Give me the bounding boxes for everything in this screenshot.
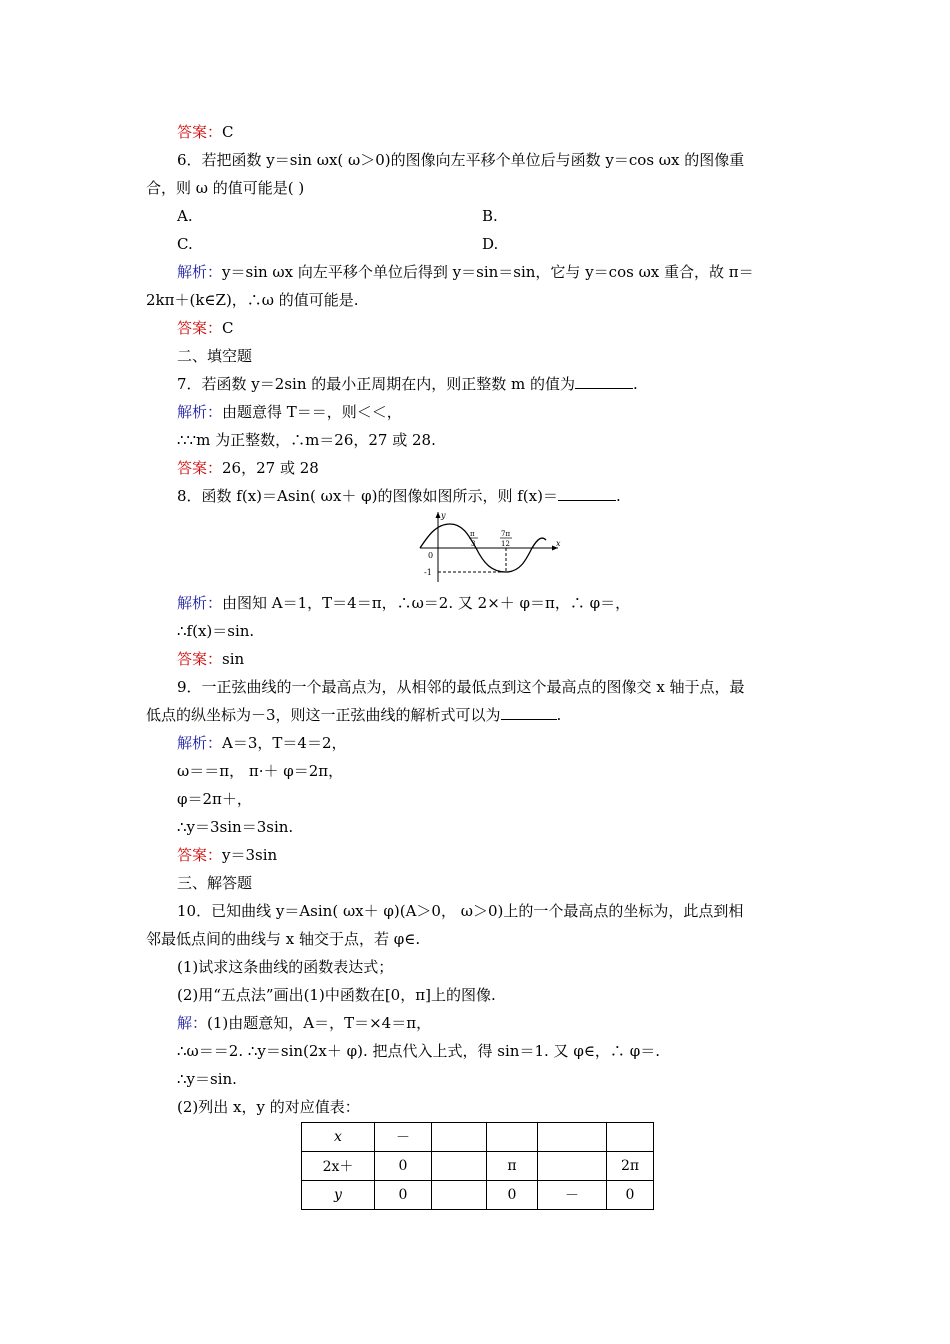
option-b: B. bbox=[482, 207, 498, 225]
table-row bbox=[302, 1181, 654, 1210]
solution-line bbox=[177, 1013, 431, 1033]
answer-line bbox=[177, 649, 244, 669]
question-9-line-1: 9．一正弦曲线的一个最高点为，从相邻的最低点到这个最高点的图像交 x 轴于点，最 bbox=[177, 678, 745, 696]
answer-label: 答案： bbox=[177, 846, 223, 864]
question-9-line-2: 低点的纵坐标为－3，则这一正弦曲线的解析式可以为 . bbox=[146, 706, 562, 724]
answer-text: y＝3sin bbox=[222, 846, 278, 864]
solution-line-cont: ω＝＝π， π·＋ φ＝2π， bbox=[177, 762, 344, 780]
option-c: C. bbox=[177, 235, 193, 253]
solution-text: 由题意得 T＝＝，则＜＜， bbox=[222, 403, 402, 421]
answer-label: 答案： bbox=[177, 459, 223, 477]
question-8-line: 8．函数 f(x)＝Asin( ωx＋ φ)的图像如图所示，则 f(x)＝ . bbox=[177, 487, 621, 505]
solution-line-cont: ∴ω＝＝2. ∴y＝sin(2x＋ φ). 把点代入上式，得 sin＝1. 又 φ∈，∴ φ＝. bbox=[177, 1042, 660, 1060]
table-cell: － bbox=[375, 1123, 432, 1152]
table-cell: x bbox=[302, 1123, 375, 1152]
table-cell: 2π bbox=[607, 1152, 654, 1181]
answer-label: 答案： bbox=[177, 319, 223, 337]
solution-line-cont: φ＝2π＋， bbox=[177, 790, 252, 808]
question-6-line-2: 合，则 ω 的值可能是( ) bbox=[146, 179, 305, 197]
tick-7pi-12-den: 12 bbox=[501, 540, 510, 548]
table-row bbox=[302, 1123, 654, 1152]
table-cell bbox=[538, 1123, 607, 1152]
solution-line-cont: ∴y＝3sin＝3sin. bbox=[177, 818, 294, 836]
question-10-part-2: (2)用“五点法”画出(1)中函数在[0，π]上的图像. bbox=[177, 986, 496, 1004]
answer-text: C bbox=[222, 319, 234, 337]
answer-line bbox=[177, 122, 234, 142]
y-label: y bbox=[441, 511, 446, 520]
table-cell bbox=[607, 1123, 654, 1152]
solution-line-cont: ∴f(x)＝sin. bbox=[177, 622, 255, 640]
solution-label: 解： bbox=[177, 1014, 208, 1032]
table-cell: 0 bbox=[607, 1181, 654, 1210]
solution-text: A＝3，T＝4＝2， bbox=[222, 734, 347, 752]
answer-blank bbox=[558, 486, 616, 501]
tick-7pi-12-num: 7π bbox=[501, 530, 511, 538]
question-10-line-1: 10．已知曲线 y＝Asin( ωx＋ φ)(A＞0， ω＞0)上的一个最高点的坐标为，此点到相 bbox=[177, 902, 744, 920]
solution-line-cont: ∴y＝sin. bbox=[177, 1070, 237, 1088]
table-cell bbox=[538, 1152, 607, 1181]
table-cell bbox=[487, 1123, 538, 1152]
answer-text: sin bbox=[222, 650, 245, 668]
answer-label: 答案： bbox=[177, 650, 223, 668]
table-cell: y bbox=[302, 1181, 375, 1210]
solution-label: 解析： bbox=[177, 594, 223, 612]
answer-line bbox=[177, 845, 277, 865]
solution-text: 由图知 A＝1，T＝4＝π，∴ω＝2. 又 2×＋ φ＝π，∴ φ＝， bbox=[222, 594, 631, 612]
answer-text: C bbox=[222, 123, 234, 141]
question-text: 低点的纵坐标为－3，则这一正弦曲线的解析式可以为 bbox=[146, 706, 501, 724]
answer-line bbox=[177, 458, 319, 478]
answer-blank bbox=[501, 705, 557, 720]
question-6-line-1: 6．若把函数 y＝sin ωx( ω＞0)的图像向左平移个单位后与函数 y＝cos ωx 的图像重 bbox=[177, 151, 745, 169]
table-cell: 2x＋ bbox=[302, 1152, 375, 1181]
answer-line bbox=[177, 318, 234, 338]
solution-line-cont: 2kπ＋(k∈Z)，∴ω 的值可能是. bbox=[146, 291, 359, 309]
answer-text: 26，27 或 28 bbox=[222, 459, 319, 477]
option-d: D. bbox=[482, 235, 499, 253]
solution-label: 解析： bbox=[177, 734, 223, 752]
table-cell: 0 bbox=[487, 1181, 538, 1210]
solution-text: (1)由题意知，A＝，T＝×4＝π， bbox=[207, 1014, 432, 1032]
question-text: 7．若函数 y＝2sin 的最小正周期在内，则正整数 m 的值为 bbox=[177, 375, 576, 393]
origin-label: 0 bbox=[428, 551, 434, 560]
x-label: x bbox=[556, 539, 561, 548]
question-10-part-1: (1)试求这条曲线的函数表达式； bbox=[177, 958, 394, 976]
section-heading: 三、解答题 bbox=[177, 874, 253, 892]
solution-line bbox=[177, 593, 630, 613]
answer-label: 答案： bbox=[177, 123, 223, 141]
minus-one-label: -1 bbox=[424, 568, 432, 577]
tick-pi-3-num: π bbox=[470, 530, 475, 538]
question-7-line: 7．若函数 y＝2sin 的最小正周期在内，则正整数 m 的值为 . bbox=[177, 375, 638, 393]
solution-line bbox=[177, 402, 402, 422]
table-cell bbox=[432, 1123, 487, 1152]
table-cell: 0 bbox=[375, 1181, 432, 1210]
table-cell: π bbox=[487, 1152, 538, 1181]
y-axis-arrow bbox=[436, 512, 441, 518]
solution-line-cont: (2)列出 x，y 的对应值表： bbox=[177, 1098, 360, 1116]
table-cell bbox=[432, 1152, 487, 1181]
solution-line bbox=[177, 262, 754, 282]
solution-label: 解析： bbox=[177, 263, 223, 281]
option-a: A. bbox=[177, 207, 193, 225]
solution-text: y＝sin ωx 向左平移个单位后得到 y＝sin＝sin，它与 y＝cos ωx 重合，故 π＝ bbox=[222, 263, 754, 281]
question-text: 8．函数 f(x)＝Asin( ωx＋ φ)的图像如图所示，则 f(x)＝ bbox=[177, 487, 558, 505]
table-cell bbox=[432, 1181, 487, 1210]
solution-line-cont: ∴∵m 为正整数，∴m＝26，27 或 28. bbox=[177, 431, 436, 449]
table-row bbox=[302, 1152, 654, 1181]
section-heading: 二、填空题 bbox=[177, 347, 253, 365]
answer-blank bbox=[575, 374, 633, 389]
table-cell: － bbox=[538, 1181, 607, 1210]
tick-pi-3-den: 3 bbox=[471, 540, 476, 548]
table-cell: 0 bbox=[375, 1152, 432, 1181]
solution-line bbox=[177, 733, 346, 753]
sine-graph bbox=[418, 508, 564, 584]
value-table bbox=[301, 1122, 654, 1210]
question-10-line-2: 邻最低点间的曲线与 x 轴交于点，若 φ∈. bbox=[146, 930, 421, 948]
solution-label: 解析： bbox=[177, 403, 223, 421]
